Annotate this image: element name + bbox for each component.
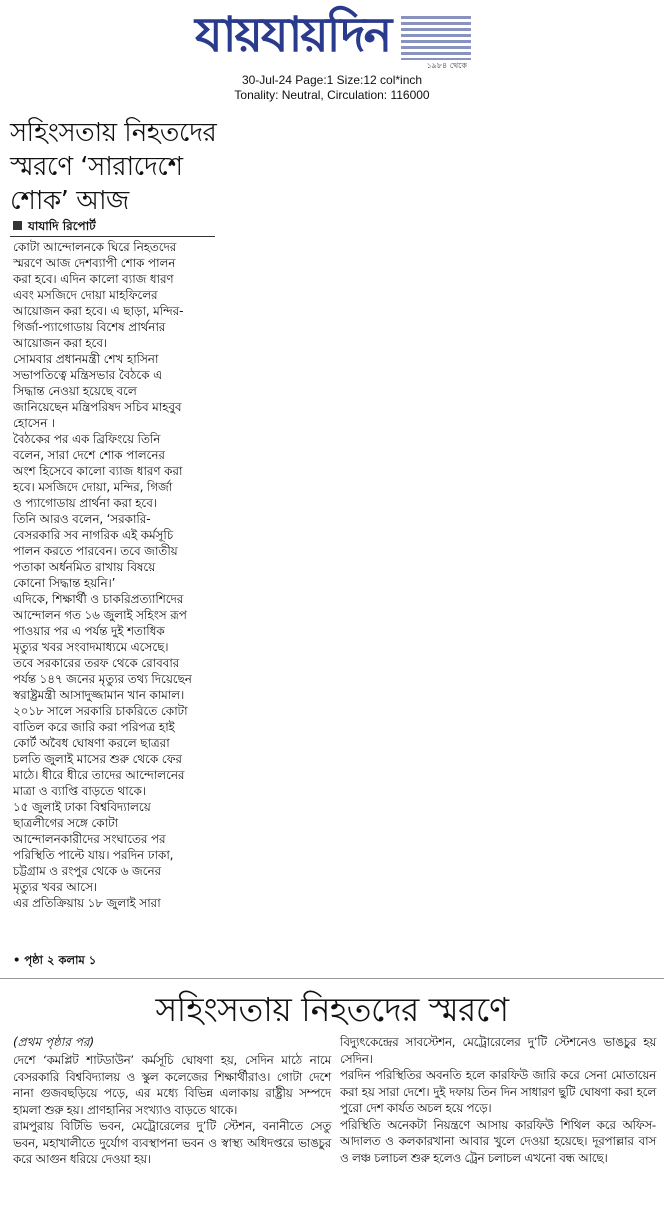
article-line: বলেন, সারা দেশে শোক পালনের <box>13 448 165 462</box>
masthead <box>195 8 471 70</box>
section-divider <box>0 978 664 979</box>
article-line: আয়োজন করা হবে। এ ছাড়া, মন্দির- <box>13 304 184 318</box>
article-line: পর্যন্ত ১৪৭ জনের মৃত্যুর তথ্য দিয়েছেন <box>13 672 192 686</box>
article-line: বাতিল করে জারি করা পরিপত্র হাই <box>13 720 175 734</box>
article-line: হোসেন । <box>13 416 56 430</box>
article-line: এবং মসজিদে দোয়া মাহফিলের <box>13 288 158 302</box>
article-line: কোনো সিদ্ধান্ত হয়নি।’ <box>13 576 116 590</box>
clipping-meta-size: 30-Jul-24 Page:1 Size:12 col*inch <box>241 73 423 87</box>
article-line: মৃত্যুর খবর সংবাদমাধ্যমে এসেছে। <box>13 640 169 654</box>
article-line: তিনি আরও বলেন, ‘সরকারি- <box>13 512 151 526</box>
byline-rule <box>10 236 215 237</box>
article-line: চট্টগ্রাম ও রংপুর থেকে ৬ জনের <box>13 864 161 878</box>
article-line: এদিকে, শিক্ষার্থী ও চাকরিপ্রত্যাশিদের <box>13 592 184 606</box>
continuation-paragraph: পরদিন পরিস্থিতির অবনতি হলে কারফিউ জারি করে সেনা মোতায়েন করা হয় সারা দেশে। দুই দফায় তিন দিন সাধারণ ছুটি ঘোষণা করা হলে পুরো দেশ কার্যত অচল হয়ে পড়ে। <box>340 1068 656 1115</box>
continued-on-jump: • পৃষ্ঠা ২ কলাম ১ <box>13 953 97 967</box>
article-line: পরিস্থিতি পাল্টে যায়। পরদিন ঢাকা, <box>13 848 174 862</box>
article-line: সোমবার প্রধানমন্ত্রী শেখ হাসিনা <box>13 352 159 366</box>
continuation-headline: সহিংসতায় নিহতদের স্মরণে <box>155 990 509 1029</box>
article-line: চলতি জুলাই মাসের শুরু থেকে ফের <box>13 752 182 766</box>
continuation-right-column <box>340 1034 656 1166</box>
article-line: কোর্ট অবৈধ ঘোষণা করলে ছাত্ররা <box>13 736 170 750</box>
article-line: সভাপতিত্বে মন্ত্রিসভার বৈঠকে এ <box>13 368 163 382</box>
article-line: ১৫ জুলাই ঢাকা বিশ্ববিদ্যালয়ে <box>13 800 151 814</box>
continuation-label: (প্রথম পৃষ্ঠার পর) <box>13 1035 95 1049</box>
article-line: পতাকা অর্ধনমিত রাখায় বিষয়ে <box>13 560 156 574</box>
article-line: জানিয়েছেন মন্ত্রিপরিষদ সচিব মাহবুব <box>13 400 182 414</box>
byline-square-icon <box>13 221 22 230</box>
article-line: করা হবে। এদিন কালো ব্যাজ ধারণ <box>13 272 174 286</box>
article-line: হবে। মসজিদে দোয়া, মন্দির, গির্জা <box>13 480 173 494</box>
article-line: ২০১৮ সালে সরকারি চাকরিতে কোটা <box>13 704 188 718</box>
article-line: এর প্রতিক্রিয়ায় ১৮ জুলাই সারা <box>13 896 161 910</box>
article-line: স্মরণে আজ দেশব্যাপী শোক পালন <box>13 256 176 270</box>
continuation-paragraph: রামপুরায় বিটিভি ভবন, মেট্রোরেলের দু’টি স্টেশন, বনানীতে সেতু ভবন, মহাখালীতে দুর্যোগ ব্যবস্থাপনা ভবন ও স্বাস্থ্য অধিদপ্তরে ভাঙচুর করে আগুন ধরিয়ে দেওয়া হয়। <box>13 1119 331 1166</box>
masthead-tagline: ১৯৮৪ থেকে <box>426 61 467 70</box>
clipping-meta-circulation: Tonality: Neutral, Circulation: 116000 <box>234 88 430 102</box>
continuation-paragraph: দেশে ‘কমপ্লিট শাটডাউন’ কর্মসূচি ঘোষণা হয়, সেদিন মাঠে নামে বেসরকারি বিশ্ববিদ্যালয় ও স্কুল কলেজের শিক্ষার্থীরাও। গোটা দেশে নানা গুজবছড়িয়ে পড়ে, এর মধ্যে বিভিন্ন এলাকায় রাষ্ট্রীয় সম্পদে হামলা শুরু হয়। প্রাণহানির সংখ্যাও বাড়তে থাকে। <box>13 1053 331 1117</box>
article-line: তবে সরকারের তরফ থেকে রোববার <box>13 656 180 670</box>
article-line: স্বরাষ্ট্রমন্ত্রী আসাদুজ্জামান খান কামাল। <box>13 688 185 702</box>
article-body <box>13 239 218 911</box>
article-line: পালন করতে পারবেন। তবে জাতীয় <box>13 544 178 558</box>
article-line: বৈঠকের পর এক ব্রিফিংয়ে তিনি <box>13 432 161 446</box>
article-line: সিদ্ধান্ত নেওয়া হয়েছে বলে <box>13 384 137 398</box>
article-headline: সহিংসতায় নিহতদের স্মরণে ‘সারাদেশে শোক’ আজ <box>10 118 217 216</box>
article-line: গির্জা-প্যাগোডায় বিশেষ প্রার্থনার <box>13 320 166 334</box>
continuation-paragraph: পরিস্থিতি অনেকটা নিয়ন্ত্রণে আসায় কারফিউ শিথিল করে অফিস-আদালত ও কলকারখানা আবার খুলে দেওয়া হয়েছে। দূরপাল্লার বাস ও লঞ্চ চলাচল শুরু হলেও ট্রেন চলাচল এখনো বন্ধ আছে। <box>340 1117 656 1165</box>
article-line: আন্দোলনকারীদের সংঘাতের পর <box>13 832 166 846</box>
article-line: বেসরকারি সব নাগরিক এই কর্মসূচি <box>13 528 174 542</box>
continuation-left-column <box>13 1052 331 1168</box>
article-line: মৃত্যুর খবর আসে। <box>13 880 98 894</box>
article-byline <box>13 218 96 238</box>
article-line: ছাত্রলীগের সঙ্গে কোটা <box>13 816 118 830</box>
article-line: মাঠে। ধীরে ধীরে তাদের আন্দোলনের <box>13 768 185 782</box>
article-line: ও প্যাগোডায় প্রার্থনা করা হবে। <box>13 496 157 510</box>
masthead-stripes <box>401 16 471 60</box>
continuation-paragraph: বিদ্যুৎকেন্দ্রের সাবস্টেশন, মেট্রোরেলের দু’টি স্টেশনেও ভাঙচুর হয় সেদিন। <box>340 1035 656 1066</box>
article-line: আন্দোলন গত ১৬ জুলাই সহিংস রূপ <box>13 608 187 622</box>
article-line: কোটা আন্দোলনকে ঘিরে নিহতদের <box>13 240 177 254</box>
article-line: আয়োজন করা হবে। <box>13 336 108 350</box>
article-line: অংশ হিসেবে কালো ব্যাজ ধারণ করা <box>13 464 183 478</box>
byline-text: যাযাদি রিপোর্ট <box>28 219 96 233</box>
article-line: পাওয়ার পর এ পর্যন্ত দুই শতাধিক <box>13 624 165 638</box>
article-line: মাত্রা ও ব্যাপ্তি বাড়তে থাকে। <box>13 784 146 798</box>
masthead-logo: যায়যায়দিন <box>195 7 391 63</box>
